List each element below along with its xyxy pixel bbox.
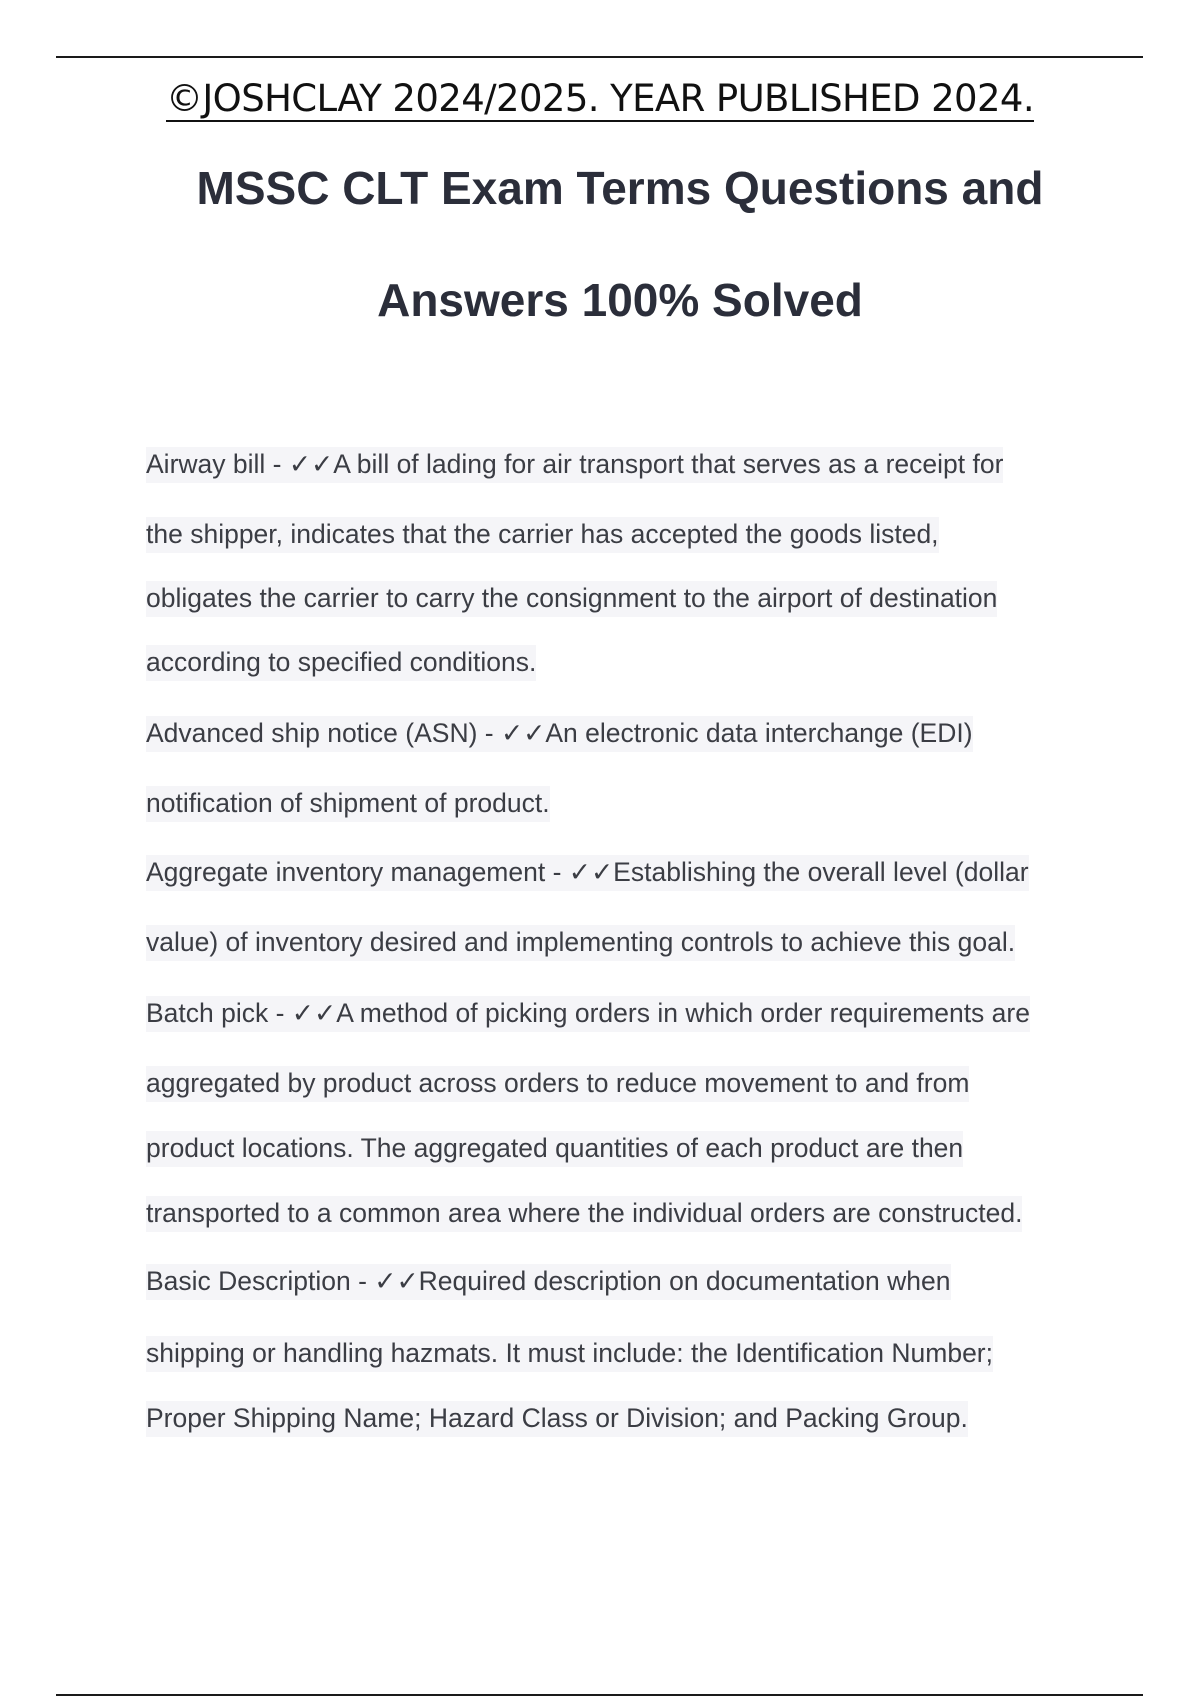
text-line: aggregated by product across orders to reduce movement to and from — [146, 1067, 969, 1099]
text-line: product locations. The aggregated quantities of each product are then — [146, 1132, 963, 1164]
text-line: value) of inventory desired and implementing controls to achieve this goal. — [146, 926, 1015, 958]
text-line: obligates the carrier to carry the consignment to the airport of destination — [146, 582, 997, 614]
text-line: Basic Description - ✓✓Required description on documentation when — [146, 1265, 951, 1297]
text-line: Aggregate inventory management - ✓✓Establishing the overall level (dollar — [146, 856, 1029, 888]
bottom-divider — [56, 1694, 1143, 1696]
document-title-line-2: Answers 100% Solved — [377, 274, 863, 326]
text-line: transported to a common area where the individual orders are constructed. — [146, 1197, 1022, 1229]
copyright-header — [0, 78, 1200, 121]
text-line: notification of shipment of product. — [146, 787, 550, 819]
text-line: Advanced ship notice (ASN) - ✓✓An electronic data interchange (EDI) — [146, 717, 973, 749]
text-line: Proper Shipping Name; Hazard Class or Division; and Packing Group. — [146, 1402, 968, 1434]
text-line: shipping or handling hazmats. It must include: the Identification Number; — [146, 1337, 993, 1369]
copyright-text: ©JOSHCLAY 2024/2025. YEAR PUBLISHED 2024. — [165, 77, 1035, 120]
document-title-line-1: MSSC CLT Exam Terms Questions and — [196, 162, 1044, 214]
top-divider — [56, 56, 1143, 58]
text-line: Airway bill - ✓✓A bill of lading for air transport that serves as a receipt for — [146, 448, 1003, 480]
text-line: according to specified conditions. — [146, 646, 536, 678]
text-line: the shipper, indicates that the carrier has accepted the goods listed, — [146, 518, 939, 550]
text-line: Batch pick - ✓✓A method of picking orders in which order requirements are — [146, 997, 1030, 1029]
